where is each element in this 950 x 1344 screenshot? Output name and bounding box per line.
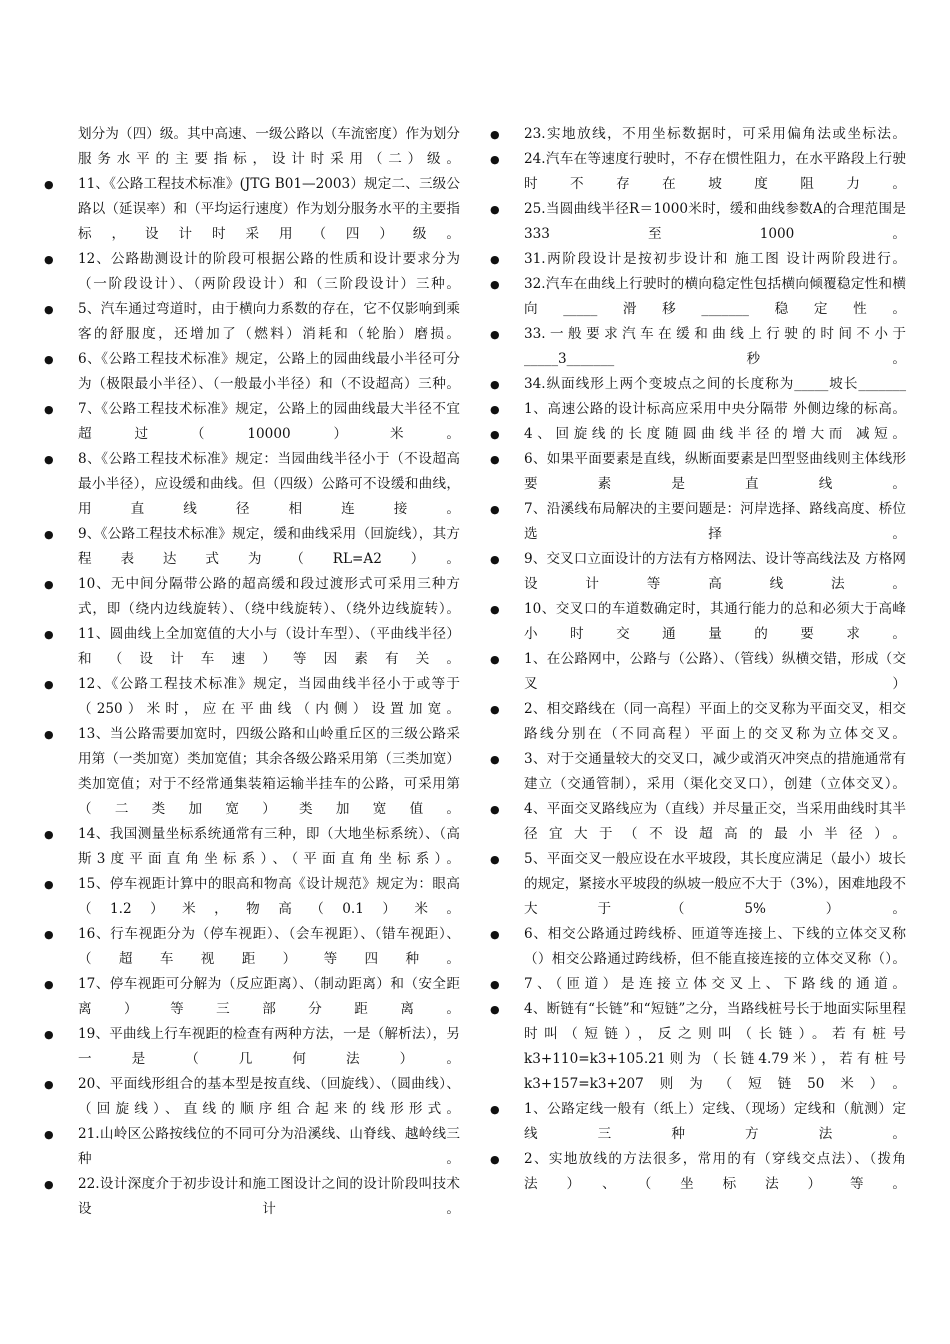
question-item: ● 6、如果平面要素是直线，纵断面要素是凹型竖曲线则主体线形要素是直线。 xyxy=(524,447,906,497)
right-column xyxy=(524,122,906,1197)
question-item: ● 15、停车视距计算中的眼高和物高《设计规范》规定为：眼高（1.2）米，物高（0.1）米。 xyxy=(78,872,460,922)
question-item: ● 11、《公路工程技术标准》(JTG B01—2003）规定二、三级公路以（延误率）和（平均运行速度）作为划分服务水平的主要指标，设计时采用（四）级。 xyxy=(78,172,460,247)
question-item: ● 21.山岭区公路按线位的不同可分为沿溪线、山脊线、越岭线三种。 xyxy=(78,1122,460,1172)
question-item: ● 34.纵面线形上两个变坡点之间的长度称为_____坡长_______ xyxy=(524,372,906,397)
question-item: ● 9、《公路工程技术标准》规定，缓和曲线采用（回旋线），其方程表达式为（RL=A2）。 xyxy=(78,522,460,572)
question-item: ● 14、我国测量坐标系统通常有三种，即（大地坐标系统）、（高斯3度平面直角坐标系）、（平面直角坐标系）。 xyxy=(78,822,460,872)
question-item: 划分为（四）级。其中高速、一级公路以（车流密度）作为划分服务水平的主要指标，设计时采用（二）级。 xyxy=(78,126,460,167)
question-item: ● 16、行车视距分为（停车视距）、（会车视距）、（错车视距）、（超车视距）等四种。 xyxy=(78,922,460,972)
question-item: ● 11、圆曲线上全加宽值的大小与（设计车型）、（平曲线半径）和（设计车速）等因素有关。 xyxy=(78,622,460,672)
question-item: ● 4、回旋线的长度随圆曲线半径的增大而 减短。 xyxy=(524,422,906,447)
question-item: ● 12、《公路工程技术标准》规定，当园曲线半径小于或等于（250）米时，应在平曲线（内侧）设置加宽。 xyxy=(78,672,460,722)
question-item: ● 20、平面线形组合的基本型是按直线、（回旋线）、（圆曲线）、（回旋线）、直线的顺序组合起来的线形形式。 xyxy=(78,1072,460,1122)
question-item: ● 6、相交公路通过跨线桥、匝道等连接上、下线的立体交叉称（）相交公路通过跨线桥，但不能直接连接的立体交叉称（）。 xyxy=(524,922,906,972)
left-column xyxy=(78,122,460,1222)
question-item: ● 9、交叉口立面设计的方法有方格网法、设计等高线法及 方格网设计等高线法。 xyxy=(524,547,906,597)
question-item: ● 7、《公路工程技术标准》规定，公路上的园曲线最大半径不宜超过（10000）米。 xyxy=(78,397,460,447)
question-item: ● 24.汽车在等速度行驶时，不存在惯性阻力，在水平路段上行驶时不存在坡度阻力。 xyxy=(524,147,906,197)
question-item: ● 23.实地放线，不用坐标数据时，可采用偏角法或坐标法。 xyxy=(524,122,906,147)
question-item: ● 1、高速公路的设计标高应采用中央分隔带 外侧边缘的标高。 xyxy=(524,397,906,422)
question-item: ● 12、公路勘测设计的阶段可根据公路的性质和设计要求分为（一阶段设计）、（两阶段设计）和（三阶段设计）三种。 xyxy=(78,247,460,297)
question-item: ● 5、平面交叉一般应设在水平坡段，其长度应满足（最小）坡长的规定，紧接水平坡段的纵坡一般应不大于（3%），困难地段不大于（5%）。 xyxy=(524,847,906,922)
question-item: ● 19、平曲线上行车视距的检查有两种方法，一是（解析法），另一是（几何法）。 xyxy=(78,1022,460,1072)
question-item: ● 2、相交路线在（同一高程）平面上的交叉称为平面交叉，相交路线分别在（不同高程）平面上的交叉称为立体交叉。 xyxy=(524,697,906,747)
question-item: ● 1、在公路网中，公路与（公路）、（管线）纵横交错，形成（交叉） xyxy=(524,647,906,697)
question-item: ● 32.汽车在曲线上行驶时的横向稳定性包括横向倾覆稳定性和横向_____滑移_______稳定性。 xyxy=(524,272,906,322)
question-item: ● 2、实地放线的方法很多，常用的有（穿线交点法）、（拨角法）、（坐标法）等。 xyxy=(524,1147,906,1197)
question-item: ● 7、沿溪线布局解决的主要问题是：河岸选择、路线高度、桥位选择。 xyxy=(524,497,906,547)
question-item: ● 4、断链有“长链”和“短链”之分，当路线桩号长于地面实际里程时叫（短链），反之则叫（长链）。若有桩号k3+110=k3+105.21则为（长链4.79米），若有桩号k3+157=k3+207则为（短链50米）。 xyxy=(524,997,906,1097)
question-item: ● 1、公路定线一般有（纸上）定线、（现场）定线和（航测）定线三种方法。 xyxy=(524,1097,906,1147)
question-item: ● 25.当圆曲线半径R＝1000米时，缓和曲线参数A的合理范围是333至1000。 xyxy=(524,197,906,247)
question-item: ● 7、（匝道）是连接立体交叉上、下路线的通道。 xyxy=(524,972,906,997)
question-item: ● 3、对于交通量较大的交叉口，减少或消灭冲突点的措施通常有建立（交通管制），采用（渠化交叉口），创建（立体交叉）。 xyxy=(524,747,906,797)
question-item: ● 10、无中间分隔带公路的超高缓和段过渡形式可采用三种方式，即（绕内边线旋转）、（绕中线旋转）、（绕外边线旋转）。 xyxy=(78,572,460,622)
question-item: ● 13、当公路需要加宽时，四级公路和山岭重丘区的三级公路采用第（一类加宽）类加宽值；其余各级公路采用第（三类加宽）类加宽值；对于不经常通集装箱运输半挂车的公路，可采用第（二类加宽）类加宽值。 xyxy=(78,722,460,822)
question-item: ● 33.一般要求汽车在缓和曲线上行驶的时间不小于_____3_______秒。 xyxy=(524,322,906,372)
question-item: ● 8、《公路工程技术标准》规定：当园曲线半径小于（不设超高最小半径），应设缓和曲线。但（四级）公路可不设缓和曲线，用直线径相连接。 xyxy=(78,447,460,522)
question-item: ● 5、汽车通过弯道时，由于横向力系数的存在，它不仅影响到乘客的舒服度，还增加了（燃料）消耗和（轮胎）磨损。 xyxy=(78,297,460,347)
question-item: ● 4、平面交叉路线应为（直线）并尽量正交，当采用曲线时其半径宜大于（不设超高的最小半径）。 xyxy=(524,797,906,847)
question-item: ● 22.设计深度介于初步设计和施工图设计之间的设计阶段叫技术设计。 xyxy=(78,1172,460,1222)
question-item: ● 6、《公路工程技术标准》规定，公路上的园曲线最小半径可分为（极限最小半径）、（一般最小半径）和（不设超高）三种。 xyxy=(78,347,460,397)
question-item: ● 31.两阶段设计是按初步设计和 施工图 设计两阶段进行。 xyxy=(524,247,906,272)
question-item: ● 10、交叉口的车道数确定时，其通行能力的总和必须大于高峰 小时交通量的要求。 xyxy=(524,597,906,647)
question-item: ● 17、停车视距可分解为（反应距离）、（制动距离）和（安全距离）等三部分距离。 xyxy=(78,972,460,1022)
